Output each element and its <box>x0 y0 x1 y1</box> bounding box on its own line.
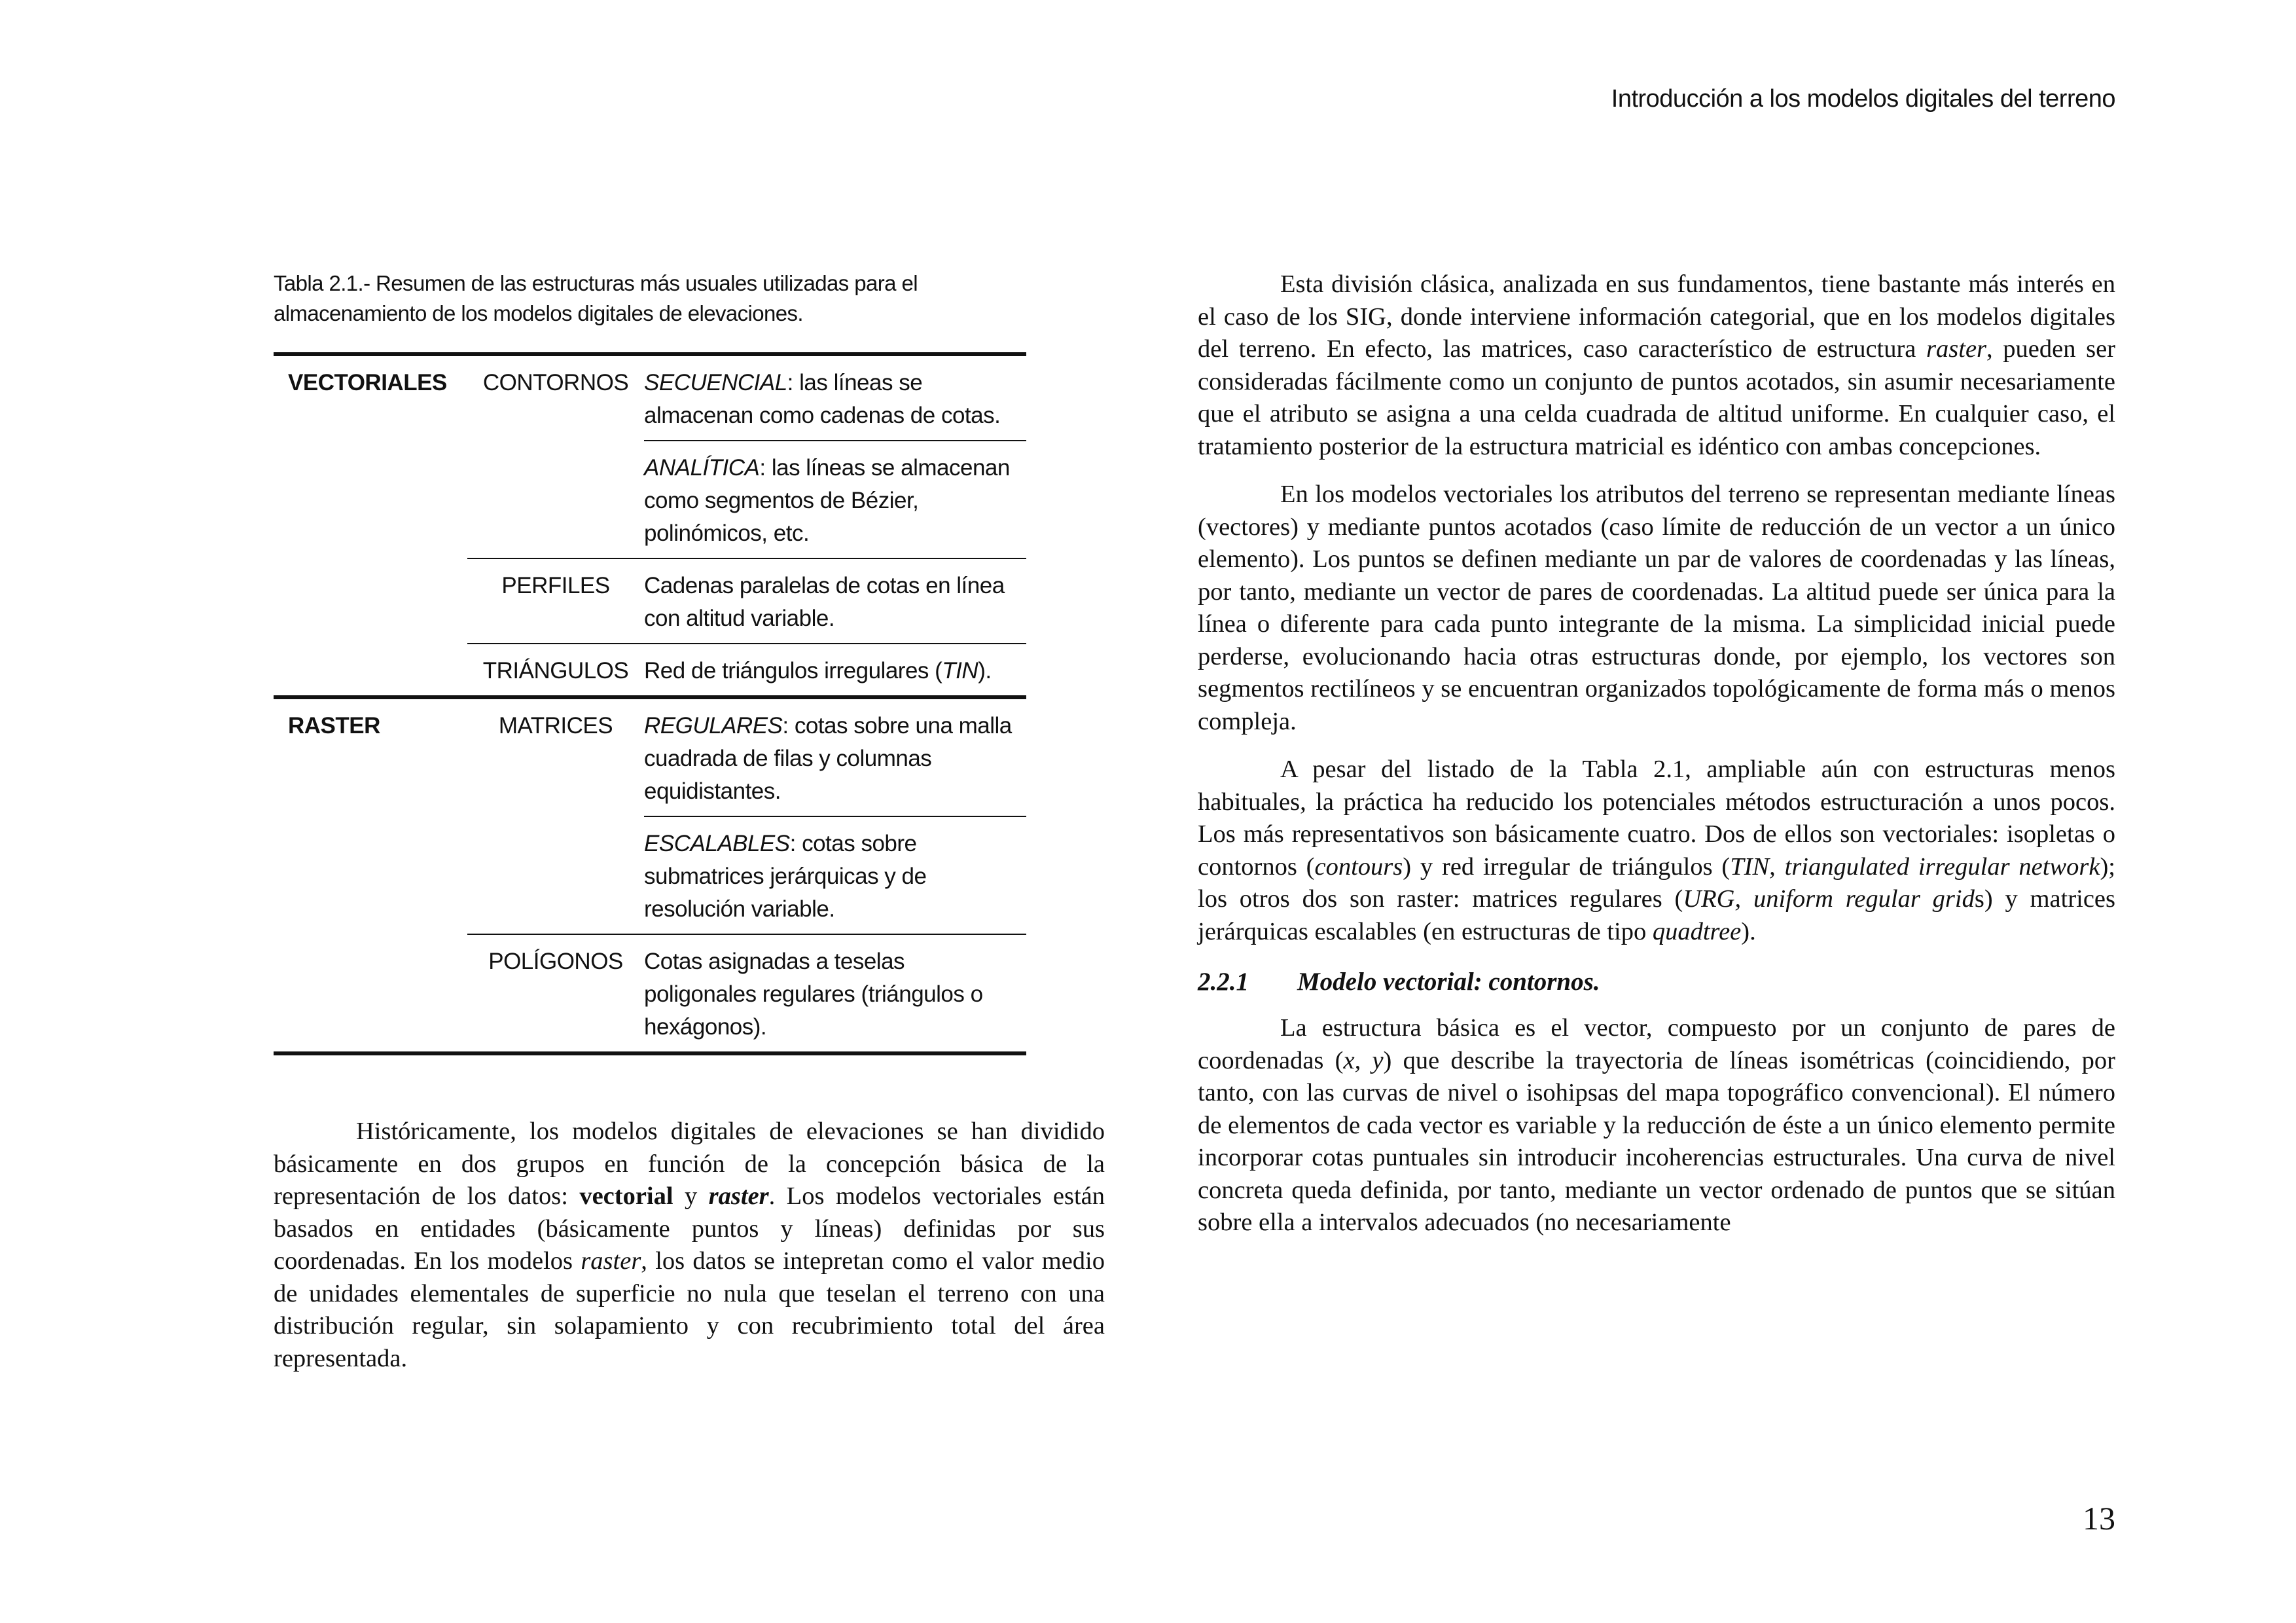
emphasis-text: raster <box>581 1247 641 1275</box>
emphasis-text: x, y <box>1343 1046 1384 1074</box>
page-number: 13 <box>2083 1500 2115 1537</box>
entry-text: : las líneas se almacenan como cadenas de cotas. <box>644 370 1001 428</box>
entry-term: ESCALABLES <box>644 831 790 856</box>
text-run: La estructura básica es el vector, compuesto por un conjunto de pares de coordenadas ( <box>1198 1014 2115 1074</box>
entry-text: : las líneas se almacenan como segmentos de Bézier, polinómicos, etc. <box>644 455 1010 546</box>
emphasis-text: TIN, triangulated irregular network <box>1730 852 2100 881</box>
table-entry <box>644 935 1026 1051</box>
paragraph <box>274 1116 1105 1375</box>
paragraph <box>1198 268 2115 463</box>
text-run: En los modelos vectoriales los atributos del terreno se representan mediante líneas (vectores) y mediante puntos acotados (caso límite de reducción de un vector a un único elemento). Los puntos se definen mediante un par de valores de coordenadas y las líneas, por tanto, mediante un vector de pares de coordenadas. La altitud puede ser única para la línea o diferente para cada punto integrante de la misma. La simplicidad inicial puede perderse, evolucionando hacia otras estructuras donde, por ejemplo, los vectores son segmentos rectilíneos y se encuentran organizados topológicamente de forma más o menos compleja. <box>1198 481 2115 735</box>
entry-term: TIN <box>942 658 978 684</box>
text-run: ); los otros dos son raster: matrices regulares ( <box>1198 852 2115 913</box>
subgroup-name: TRIÁNGULOS <box>482 658 629 684</box>
text-run: , pueden ser consideradas fácilmente como un conjunto de puntos acotados, sin asumir necesariamente que el atributo se asigna a una celda cuadrada de altitud uniforme. En cualquier caso, el tratamiento posterior de la estructura matricial es idéntico con ambas concepciones. <box>1198 335 2115 460</box>
entry-text: Cotas asignadas a teselas poligonales regulares (triángulos o hexágonos). <box>644 949 983 1040</box>
table-entry <box>644 699 1026 816</box>
subgroup-name: PERFILES <box>501 573 610 598</box>
text-run: A pesar del listado de la Tabla 2.1, ampliable aún con estructuras menos habituales, la práctica ha reducido los potenciales métodos estructuración a unos pocos. Los más representativos son básicamente cuatro. Dos de ellos son vectoriales: isopletas o contornos ( <box>1198 756 2115 881</box>
table-subgroup <box>467 643 1026 695</box>
text-run: . Los modelos vectoriales están basados en entidades (básicamente puntos y líneas) definidas por sus coordenadas. En los modelos <box>274 1182 1105 1275</box>
entry-term: REGULARES <box>644 713 783 739</box>
text-run: s) y matrices jerárquicas escalables (en estructuras de tipo <box>1198 885 2116 945</box>
table-caption: Tabla 2.1.- Resumen de las estructuras más usuales utilizadas para el almacenamiento de los modelos digitales de elevaciones. <box>274 271 918 325</box>
table-entry <box>644 816 1026 934</box>
emphasis-text: quadtree <box>1652 917 1742 945</box>
section-heading <box>1198 965 2115 999</box>
group-label: RASTER <box>288 713 380 739</box>
table-group-vectoriales <box>274 356 1026 695</box>
text-run: ) que describe la trayectoria de líneas isométricas (coincidiendo, por tanto, con las curvas de nivel o isohipsas del mapa topográfico convencional). El número de elementos de cada vector es variable y la reducción de éste a un único elemento permite incorporar cotas puntuales sin introducir incoherencias estructurales. Una curva de nivel concreta queda definida, por tanto, mediante un vector ordenado de puntos que se sitúan sobre ella a intervalos adecuados (no necesariamente <box>1198 1046 2115 1236</box>
emphasis-text: URG, uniform regular grid <box>1683 885 1975 913</box>
emphasis-text: contours <box>1314 852 1403 881</box>
emphasis-text: raster <box>708 1182 769 1210</box>
table-subgroup <box>467 356 1026 558</box>
entry-text: : cotas sobre una malla cuadrada de filas y columnas equidistantes. <box>644 713 1012 804</box>
paragraph <box>1198 479 2115 738</box>
table-group-raster <box>274 695 1026 1051</box>
emphasis-text: raster <box>1926 335 1987 363</box>
right-column <box>1198 268 2115 1239</box>
table-entry <box>644 644 1026 695</box>
paragraph <box>1198 754 2115 948</box>
running-header: Introducción a los modelos digitales del terreno <box>1611 85 2115 113</box>
table-subgroup <box>467 934 1026 1051</box>
entry-term: SECUENCIAL <box>644 370 787 395</box>
table-subgroup <box>467 699 1026 934</box>
entry-text: Red de triángulos irregulares ( <box>644 658 942 684</box>
subgroup-name: MATRICES <box>498 713 613 739</box>
entry-text: ). <box>978 658 992 684</box>
section-title: Modelo vectorial: contornos. <box>1297 968 1600 996</box>
subgroup-name: CONTORNOS <box>482 370 629 395</box>
text-run: , los datos se intepretan como el valor medio de unidades elementales de superficie no nula que teselan el terreno con una distribución regular, sin solapamiento y con recubrimiento total del área representada. <box>274 1247 1105 1372</box>
text-run: y <box>673 1182 709 1210</box>
entry-text: Cadenas paralelas de cotas en línea con altitud variable. <box>644 573 1005 631</box>
section-number: 2.2.1 <box>1198 968 1249 996</box>
text-run: ) y red irregular de triángulos ( <box>1403 852 1731 881</box>
table-entry <box>644 440 1026 558</box>
text-run: Esta división clásica, analizada en sus fundamentos, tiene bastante más interés en el caso de los SIG, donde interviene información categorial, que en los modelos digitales del terreno. En efecto, las matrices, caso característico de estructura <box>1198 270 2115 363</box>
subgroup-name: POLÍGONOS <box>488 949 623 974</box>
structures-table <box>274 352 1026 1055</box>
table-subgroup <box>467 558 1026 643</box>
table-entry <box>644 559 1026 643</box>
left-column <box>274 268 1105 1375</box>
emphasis-text: vectorial <box>579 1182 673 1210</box>
entry-term: ANALÍTICA <box>644 455 760 481</box>
text-run: ). <box>1741 917 1756 945</box>
table-entry <box>644 356 1026 440</box>
group-label: VECTORIALES <box>288 370 447 395</box>
text-run: Históricamente, los modelos digitales de elevaciones se han dividido básicamente en dos grupos en función de la concepción básica de la representación de los datos: <box>274 1118 1105 1210</box>
paragraph <box>1198 1012 2115 1239</box>
entry-text: : cotas sobre submatrices jerárquicas y de resolución variable. <box>644 831 927 922</box>
